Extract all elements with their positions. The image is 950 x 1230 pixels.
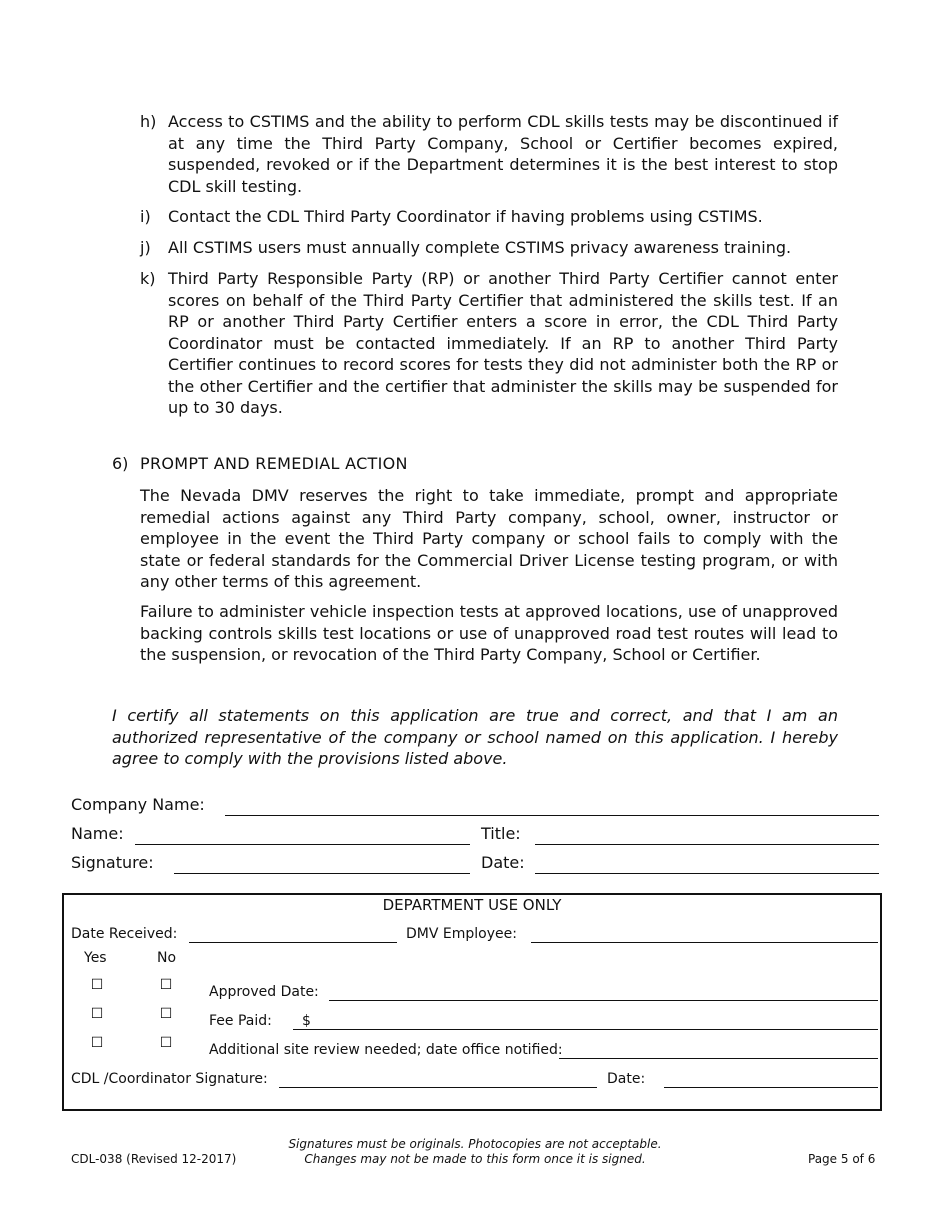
footer-note bbox=[235, 1137, 715, 1167]
additional-review-label: Additional site review needed; date office notified: bbox=[209, 1042, 563, 1058]
approved-no-checkbox[interactable]: ☐ bbox=[159, 977, 173, 993]
approved-date-label: Approved Date: bbox=[209, 984, 319, 1000]
fee-paid-label: Fee Paid: bbox=[209, 1013, 272, 1029]
company-name-label: Company Name: bbox=[71, 795, 205, 814]
list-item-label: i) bbox=[140, 207, 151, 226]
list-item-label: h) bbox=[140, 112, 157, 131]
form-id: CDL-038 (Revised 12-2017) bbox=[71, 1152, 237, 1166]
no-header: No bbox=[157, 950, 177, 966]
coordinator-date-field[interactable] bbox=[664, 1087, 878, 1088]
title-field[interactable] bbox=[535, 844, 879, 845]
name-label: Name: bbox=[71, 824, 124, 843]
date-received-field[interactable] bbox=[189, 942, 397, 943]
date-received-label: Date Received: bbox=[71, 926, 178, 942]
footer-note-line-2: Changes may not be made to this form once it is signed. bbox=[304, 1152, 646, 1166]
date-label: Date: bbox=[481, 853, 525, 872]
fee-yes-checkbox[interactable]: ☐ bbox=[90, 1006, 104, 1022]
list-item-text: Third Party Responsible Party (RP) or another Third Party Certifier cannot enter scores on behalf of the Third Party Certifier that administered the skills test. If an RP or another Third Party Certifier enters a score in error, the CDL Third Party Coordinator must be contacted immediately. If an RP to another Third Party Certifier continues to record scores for tests they did not administer both the RP or the other Certifier and the certifier that administer the skills may be suspended for up to 30 days. bbox=[168, 269, 838, 417]
name-field[interactable] bbox=[135, 844, 470, 845]
approved-yes-checkbox[interactable]: ☐ bbox=[90, 977, 104, 993]
list-item-label: k) bbox=[140, 269, 156, 288]
coordinator-signature-label: CDL /Coordinator Signature: bbox=[71, 1071, 268, 1087]
department-use-title: DEPARTMENT USE ONLY bbox=[382, 896, 562, 914]
list-item-label: j) bbox=[140, 238, 151, 257]
review-no-checkbox[interactable]: ☐ bbox=[159, 1035, 173, 1051]
fee-no-checkbox[interactable]: ☐ bbox=[159, 1006, 173, 1022]
list-item-j bbox=[140, 237, 838, 259]
section-heading: PROMPT AND REMEDIAL ACTION bbox=[140, 454, 408, 473]
section-paragraph-1: The Nevada DMV reserves the right to take immediate, prompt and appropriate remedial actions against any Third Party company, school, owner, instructor or employee in the event the Third Party company or school fails to comply with the state or federal standards for the Commercial Driver License testing program, or with any other terms of this agreement. bbox=[140, 486, 838, 591]
dmv-employee-field[interactable] bbox=[531, 942, 878, 943]
date-field[interactable] bbox=[535, 873, 879, 874]
list-item-text: All CSTIMS users must annually complete CSTIMS privacy awareness training. bbox=[168, 238, 792, 257]
signature-field[interactable] bbox=[174, 873, 470, 874]
list-item-text: Access to CSTIMS and the ability to perform CDL skills tests may be discontinued if at any time the Third Party Company, School or Certifier becomes expired, suspended, revoked or if the Department determines it is the best interest to stop CDL skill testing. bbox=[168, 112, 838, 196]
additional-review-field[interactable] bbox=[559, 1058, 878, 1059]
coordinator-date-label: Date: bbox=[607, 1071, 646, 1087]
review-yes-checkbox[interactable]: ☐ bbox=[90, 1035, 104, 1051]
section-number: 6) bbox=[112, 454, 129, 473]
title-label: Title: bbox=[481, 824, 521, 843]
list-item-k bbox=[140, 268, 838, 419]
approved-date-field[interactable] bbox=[329, 1000, 878, 1001]
signature-label: Signature: bbox=[71, 853, 154, 872]
certification-statement: I certify all statements on this application are true and correct, and that I am an authorized representative of the company or school named on this application. I hereby agree to comply with the provisions listed above. bbox=[112, 706, 838, 768]
fee-currency: $ bbox=[302, 1013, 311, 1029]
page-number: Page 5 of 6 bbox=[808, 1152, 876, 1166]
list-item-i bbox=[140, 206, 838, 228]
section-paragraph-2: Failure to administer vehicle inspection tests at approved locations, use of unapproved backing controls skills test locations or use of unapproved road test routes will lead to the suspension, or revocation of the Third Party Company, School or Certifier. bbox=[140, 602, 838, 664]
coordinator-signature-field[interactable] bbox=[279, 1087, 597, 1088]
fee-paid-field[interactable] bbox=[293, 1029, 878, 1030]
company-name-field[interactable] bbox=[225, 815, 879, 816]
list-item-h bbox=[140, 111, 838, 197]
yes-header: Yes bbox=[84, 950, 107, 966]
footer-note-line-1: Signatures must be originals. Photocopies are not acceptable. bbox=[288, 1137, 662, 1151]
list-item-text: Contact the CDL Third Party Coordinator if having problems using CSTIMS. bbox=[168, 207, 763, 226]
dmv-employee-label: DMV Employee: bbox=[406, 926, 517, 942]
